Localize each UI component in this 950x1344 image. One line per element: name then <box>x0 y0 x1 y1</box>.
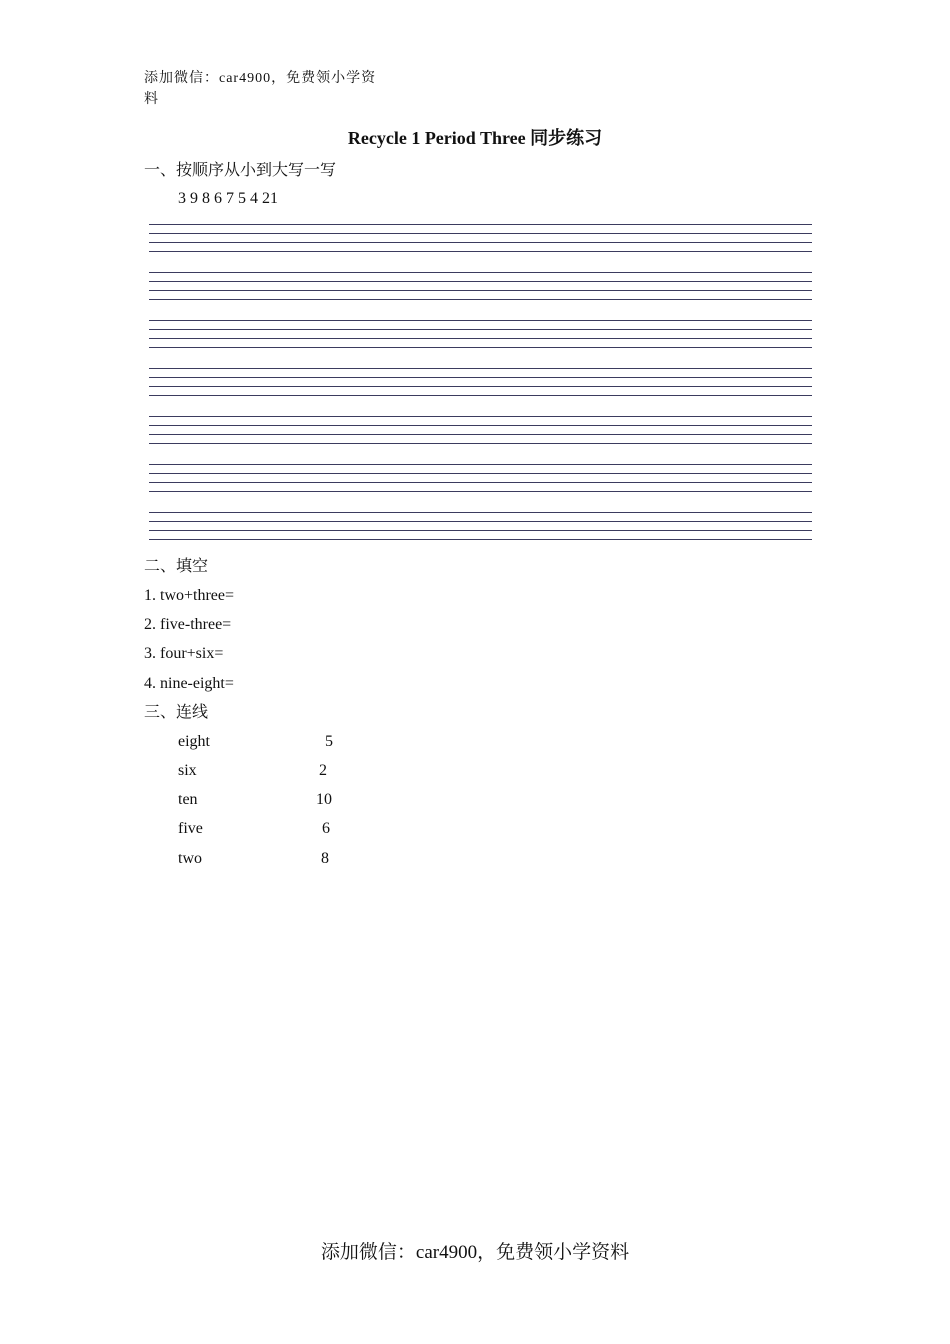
writing-line-group <box>149 320 812 348</box>
match-number: 8 <box>321 850 329 867</box>
match-row <box>178 789 378 811</box>
writing-line-group <box>149 368 812 396</box>
section1-heading: 一、按顺序从小到大写一写 <box>144 162 337 179</box>
fill-item-3: 3. four+six= <box>144 645 224 662</box>
match-row <box>178 818 378 840</box>
fill-item-1: 1. two+three= <box>144 587 235 604</box>
match-word: two <box>178 850 202 867</box>
match-number: 2 <box>319 762 327 779</box>
writing-line-group <box>149 224 812 252</box>
fill-item-2: 2. five-three= <box>144 616 232 633</box>
header-note: 添加微信：car4900，免费领小学资料 <box>144 71 377 107</box>
match-word: eight <box>178 733 210 750</box>
writing-line-group <box>149 512 812 540</box>
match-number: 6 <box>322 820 330 837</box>
match-row <box>178 731 378 753</box>
match-word: ten <box>178 791 198 808</box>
writing-lines <box>149 224 812 560</box>
fill-item-4: 4. nine-eight= <box>144 675 234 692</box>
writing-line-group <box>149 416 812 444</box>
section3-heading: 三、连线 <box>144 704 209 721</box>
page-title: Recycle 1 Period Three 同步练习 <box>347 128 603 148</box>
match-word: six <box>178 762 197 779</box>
match-number: 10 <box>316 791 332 808</box>
writing-line-group <box>149 272 812 300</box>
match-number: 5 <box>325 733 333 750</box>
match-row <box>178 760 378 782</box>
match-word: five <box>178 820 203 837</box>
footer-note: 添加微信：car4900，免费领小学资料 <box>320 1242 630 1263</box>
writing-line-group <box>149 464 812 492</box>
section1-numbers: 3 9 8 6 7 5 4 21 <box>178 190 278 207</box>
match-row <box>178 848 378 870</box>
section2-heading: 二、填空 <box>144 558 209 575</box>
